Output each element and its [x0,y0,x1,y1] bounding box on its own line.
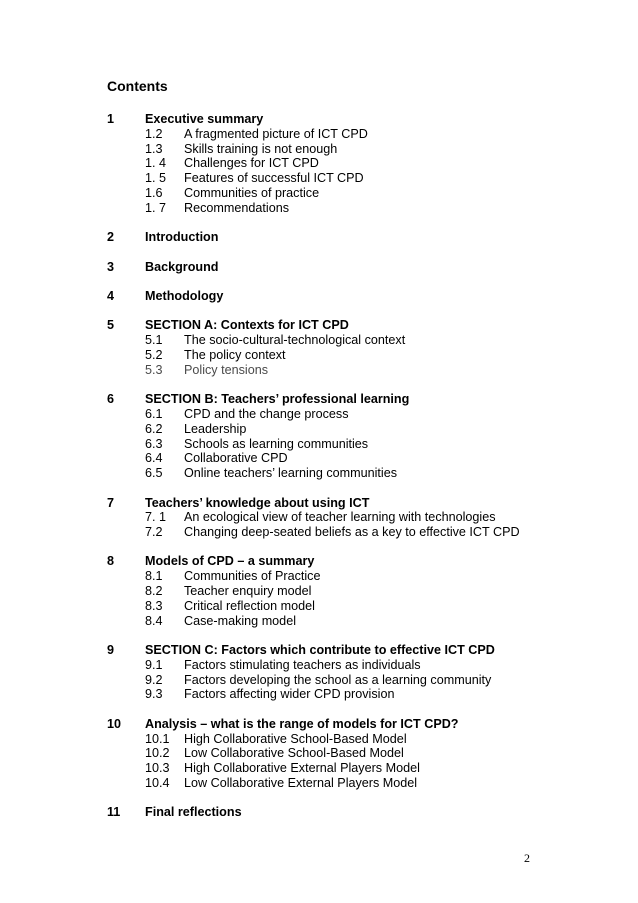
toc-subsection[interactable] [107,658,547,673]
toc-subsection[interactable] [107,407,547,422]
section-number: 10 [107,716,122,731]
toc-section [107,717,547,791]
subsection-title: Features of successful ICT CPD [184,171,364,186]
toc-section [107,496,547,540]
toc-subsection[interactable] [107,333,547,348]
section-number: 7 [107,495,115,510]
toc-subsection[interactable] [107,761,547,776]
contents-heading: Contents [107,78,168,94]
section-title: Background [145,259,219,274]
table-of-contents [107,112,547,835]
section-title: SECTION B: Teachers’ professional learning [145,392,410,407]
section-number: 11 [107,805,121,820]
subsection-number: 8.1 [145,569,163,584]
subsection-title: The policy context [184,347,286,362]
subsection-title: A fragmented picture of ICT CPD [184,126,368,141]
section-title: SECTION A: Contexts for ICT CPD [145,318,349,333]
toc-section-heading[interactable] [107,496,547,511]
toc-section-heading[interactable] [107,643,547,658]
subsection-number: 1.2 [145,126,163,141]
subsection-number: 10.4 [145,776,170,791]
subsection-number: 9.1 [145,657,163,672]
subsection-number: 5.1 [145,333,163,348]
subsection-title: Communities of Practice [184,569,321,584]
section-number: 5 [107,318,115,333]
subsection-title: Communities of practice [184,185,320,200]
toc-section-heading[interactable] [107,289,547,304]
section-title: Analysis – what is the range of models for ICT CPD? [145,716,459,731]
subsection-number: 5.3 [145,362,163,377]
toc-subsection[interactable] [107,466,547,481]
subsection-number: 5.2 [145,347,163,362]
subsection-title: An ecological view of teacher learning with technologies [184,510,496,525]
subsection-number: 1. 4 [145,156,167,171]
section-title: SECTION C: Factors which contribute to effective ICT CPD [145,643,495,658]
toc-subsection[interactable] [107,451,547,466]
subsection-title: The socio-cultural-technological context [184,333,406,348]
subsection-number: 6.4 [145,451,163,466]
subsection-title: Collaborative CPD [184,451,288,466]
section-number: 9 [107,643,115,658]
section-number: 8 [107,554,115,569]
toc-section-heading[interactable] [107,392,547,407]
toc-subsection[interactable] [107,186,547,201]
subsection-title: Teacher enquiry model [184,584,312,599]
section-title: Teachers’ knowledge about using ICT [145,495,370,510]
subsection-title: Factors affecting wider CPD provision [184,687,395,702]
toc-subsection[interactable] [107,732,547,747]
toc-section-heading[interactable] [107,318,547,333]
toc-section [107,643,547,702]
toc-section [107,318,547,377]
subsection-number: 6.1 [145,406,163,421]
subsection-title: CPD and the change process [184,406,349,421]
toc-subsection[interactable] [107,363,547,378]
subsection-title: Recommendations [184,200,289,215]
subsection-number: 1. 5 [145,171,167,186]
section-title: Models of CPD – a summary [145,554,315,569]
toc-section [107,554,547,628]
subsection-number: 8.2 [145,584,163,599]
section-title: Executive summary [145,112,264,126]
toc-subsection[interactable] [107,422,547,437]
toc-subsection[interactable] [107,569,547,584]
subsection-number: 1. 7 [145,200,167,215]
subsection-title: Low Collaborative School-Based Model [184,746,404,761]
toc-subsection[interactable] [107,348,547,363]
toc-subsection[interactable] [107,171,547,186]
subsection-title: Schools as learning communities [184,436,369,451]
subsection-title: Challenges for ICT CPD [184,156,319,171]
toc-section [107,260,547,275]
subsection-title: High Collaborative External Players Model [184,761,420,776]
subsection-title: Skills training is not enough [184,141,338,156]
toc-section [107,230,547,245]
toc-section-heading[interactable] [107,554,547,569]
subsection-title: Changing deep-seated beliefs as a key to effective ICT CPD [184,525,520,540]
toc-section [107,289,547,304]
subsection-number: 8.4 [145,613,163,628]
toc-section [107,392,547,481]
toc-subsection[interactable] [107,510,547,525]
subsection-number: 10.3 [145,761,170,776]
subsection-number: 10.2 [145,746,170,761]
section-title: Methodology [145,288,224,303]
toc-subsection[interactable] [107,201,547,216]
toc-subsection[interactable] [107,614,547,629]
section-number: 1 [107,112,115,126]
toc-subsection[interactable] [107,776,547,791]
toc-section-heading[interactable] [107,805,547,820]
toc-subsection[interactable] [107,687,547,702]
subsection-title: Leadership [184,421,247,436]
toc-section-heading[interactable] [107,717,547,732]
subsection-number: 7.2 [145,525,163,540]
toc-subsection[interactable] [107,156,547,171]
toc-subsection[interactable] [107,437,547,452]
section-title: Final reflections [145,805,242,820]
subsection-title: Policy tensions [184,362,268,377]
toc-section [107,112,547,216]
subsection-number: 6.3 [145,436,163,451]
toc-section-heading[interactable] [107,112,547,127]
toc-subsection[interactable] [107,599,547,614]
toc-section-heading[interactable] [107,260,547,275]
section-number: 3 [107,259,115,274]
toc-subsection[interactable] [107,142,547,157]
toc-section [107,805,547,820]
toc-subsection[interactable] [107,584,547,599]
subsection-title: Case-making model [184,613,296,628]
section-number: 4 [107,288,115,303]
toc-subsection[interactable] [107,746,547,761]
subsection-title: Critical reflection model [184,598,315,613]
subsection-number: 6.5 [145,466,163,481]
subsection-number: 7. 1 [145,510,167,525]
toc-subsection[interactable] [107,525,547,540]
section-number: 6 [107,392,115,407]
subsection-number: 8.3 [145,598,163,613]
subsection-number: 9.3 [145,687,163,702]
subsection-title: Low Collaborative External Players Model [184,776,418,791]
toc-subsection[interactable] [107,673,547,688]
section-title: Introduction [145,230,219,245]
subsection-number: 10.1 [145,731,170,746]
subsection-number: 1.6 [145,185,163,200]
toc-section-heading[interactable] [107,230,547,245]
section-number: 2 [107,230,115,245]
subsection-number: 9.2 [145,672,163,687]
subsection-number: 1.3 [145,141,163,156]
subsection-title: Factors developing the school as a learning community [184,672,492,687]
subsection-number: 6.2 [145,421,163,436]
subsection-title: Factors stimulating teachers as individuals [184,657,421,672]
subsection-title: Online teachers’ learning communities [184,466,398,481]
subsection-title: High Collaborative School-Based Model [184,731,407,746]
toc-subsection[interactable] [107,127,547,142]
page-number: 2 [524,851,530,865]
